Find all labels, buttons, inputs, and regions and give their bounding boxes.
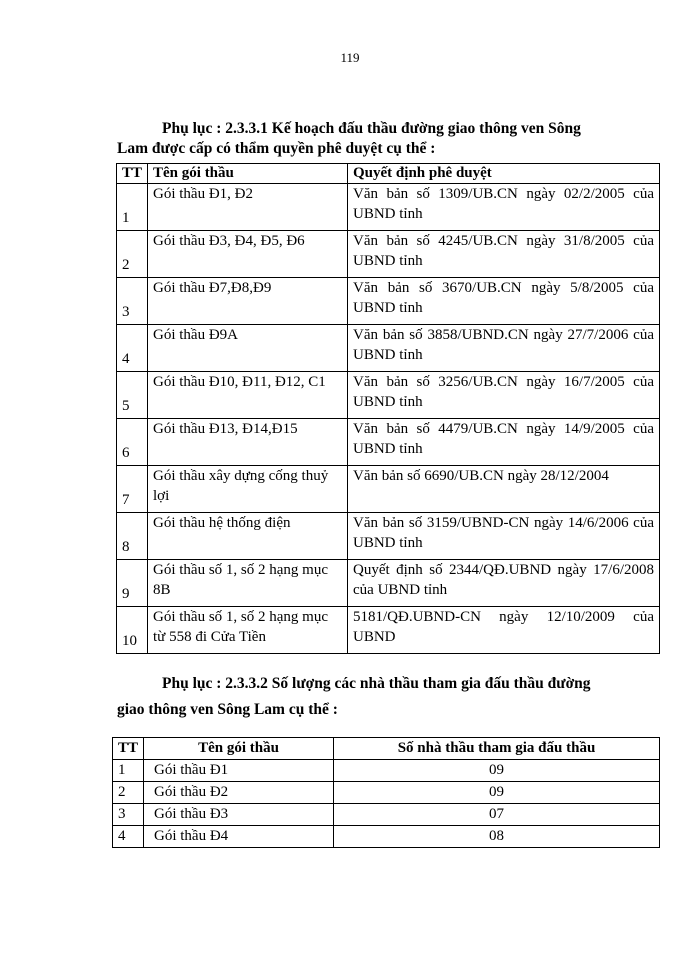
row-tt: 9 [117,560,148,607]
row-decision: Văn bản số 4479/UB.CN ngày 14/9/2005 của UBND tỉnh [348,419,660,466]
row-package-name: Gói thầu số 1, số 2 hạng mục 8B [148,560,348,607]
row-package-name: Gói thầu số 1, số 2 hạng mục từ 558 đi Cửa Tiền [148,607,348,654]
heading-line: Phụ lục : 2.3.3.1 Kế hoạch đấu thầu đường giao thông ven Sông [162,120,581,137]
heading-line: giao thông ven Sông Lam cụ thể : [117,701,338,718]
row-tt: 1 [117,184,148,231]
row-tt: 2 [117,231,148,278]
row-tt: 10 [117,607,148,654]
row-decision: Quyết định số 2344/QĐ.UBND ngày 17/6/2008 của UBND tỉnh [348,560,660,607]
table-row [117,325,660,372]
row-decision: Văn bản số 4245/UB.CN ngày 31/8/2005 của UBND tỉnh [348,231,660,278]
row-tt: 4 [117,325,148,372]
row-decision: Văn bản số 1309/UB.CN ngày 02/2/2005 của UBND tỉnh [348,184,660,231]
row-package-name: Gói thầu Đ10, Đ11, Đ12, C1 [148,372,348,419]
heading-line: Lam được cấp có thẩm quyền phê duyệt cụ thể : [117,140,436,157]
table-row [113,826,660,848]
table-row [117,184,660,231]
row-package-name: Gói thầu xây dựng cống thuỷ lợi [148,466,348,513]
row-package-name: Gói thầu Đ1 [144,760,334,782]
row-tt: 5 [117,372,148,419]
page-number: 119 [340,50,360,65]
table-header-row [117,164,660,184]
row-tt: 4 [113,826,144,848]
row-tt: 7 [117,466,148,513]
header-approval-decision: Quyết định phê duyệt [348,164,660,184]
table-row [117,419,660,466]
table-header-row [113,738,660,760]
row-contractor-count: 08 [334,826,660,848]
row-package-name: Gói thầu Đ7,Đ8,Đ9 [148,278,348,325]
table-row [117,560,660,607]
table-row [113,782,660,804]
header-contractor-count: Số nhà thầu tham gia đấu thầu [334,738,660,760]
row-package-name: Gói thầu hệ thống điện [148,513,348,560]
row-contractor-count: 09 [334,782,660,804]
table-row [117,372,660,419]
table-row [117,278,660,325]
header-package-name: Tên gói thầu [148,164,348,184]
table-row [113,804,660,826]
row-tt: 2 [113,782,144,804]
row-package-name: Gói thầu Đ3, Đ4, Đ5, Đ6 [148,231,348,278]
row-tt: 8 [117,513,148,560]
appendix-heading-2-3-3-2 [117,672,657,722]
table-row [113,760,660,782]
table-row [117,231,660,278]
row-package-name: Gói thầu Đ2 [144,782,334,804]
row-package-name: Gói thầu Đ13, Đ14,Đ15 [148,419,348,466]
table-row [117,607,660,654]
bidding-plan-table [116,163,660,654]
header-tt: TT [117,164,148,184]
header-tt: TT [113,738,144,760]
table-row [117,466,660,513]
row-decision: Văn bản số 3256/UB.CN ngày 16/7/2005 của UBND tỉnh [348,372,660,419]
row-tt: 3 [113,804,144,826]
row-contractor-count: 09 [334,760,660,782]
row-tt: 6 [117,419,148,466]
row-package-name: Gói thầu Đ9A [148,325,348,372]
row-tt: 3 [117,278,148,325]
row-contractor-count: 07 [334,804,660,826]
contractor-count-table [112,737,660,848]
row-package-name: Gói thầu Đ3 [144,804,334,826]
table-row [117,513,660,560]
header-package-name: Tên gói thầu [144,738,334,760]
row-decision: 5181/QĐ.UBND-CN ngày 12/10/2009 của UBND [348,607,660,654]
row-decision: Văn bản số 3670/UB.CN ngày 5/8/2005 của UBND tỉnh [348,278,660,325]
row-package-name: Gói thầu Đ4 [144,826,334,848]
row-decision: Văn bản số 3159/UBND-CN ngày 14/6/2006 của UBND tỉnh [348,513,660,560]
row-tt: 1 [113,760,144,782]
appendix-heading-2-3-3-1 [117,118,657,160]
row-decision: Văn bản số 6690/UB.CN ngày 28/12/2004 [348,466,660,513]
heading-line: Phụ lục : 2.3.3.2 Số lượng các nhà thầu tham gia đấu thầu đường [162,675,591,692]
row-package-name: Gói thầu Đ1, Đ2 [148,184,348,231]
row-decision: Văn bản số 3858/UBND.CN ngày 27/7/2006 của UBND tỉnh [348,325,660,372]
